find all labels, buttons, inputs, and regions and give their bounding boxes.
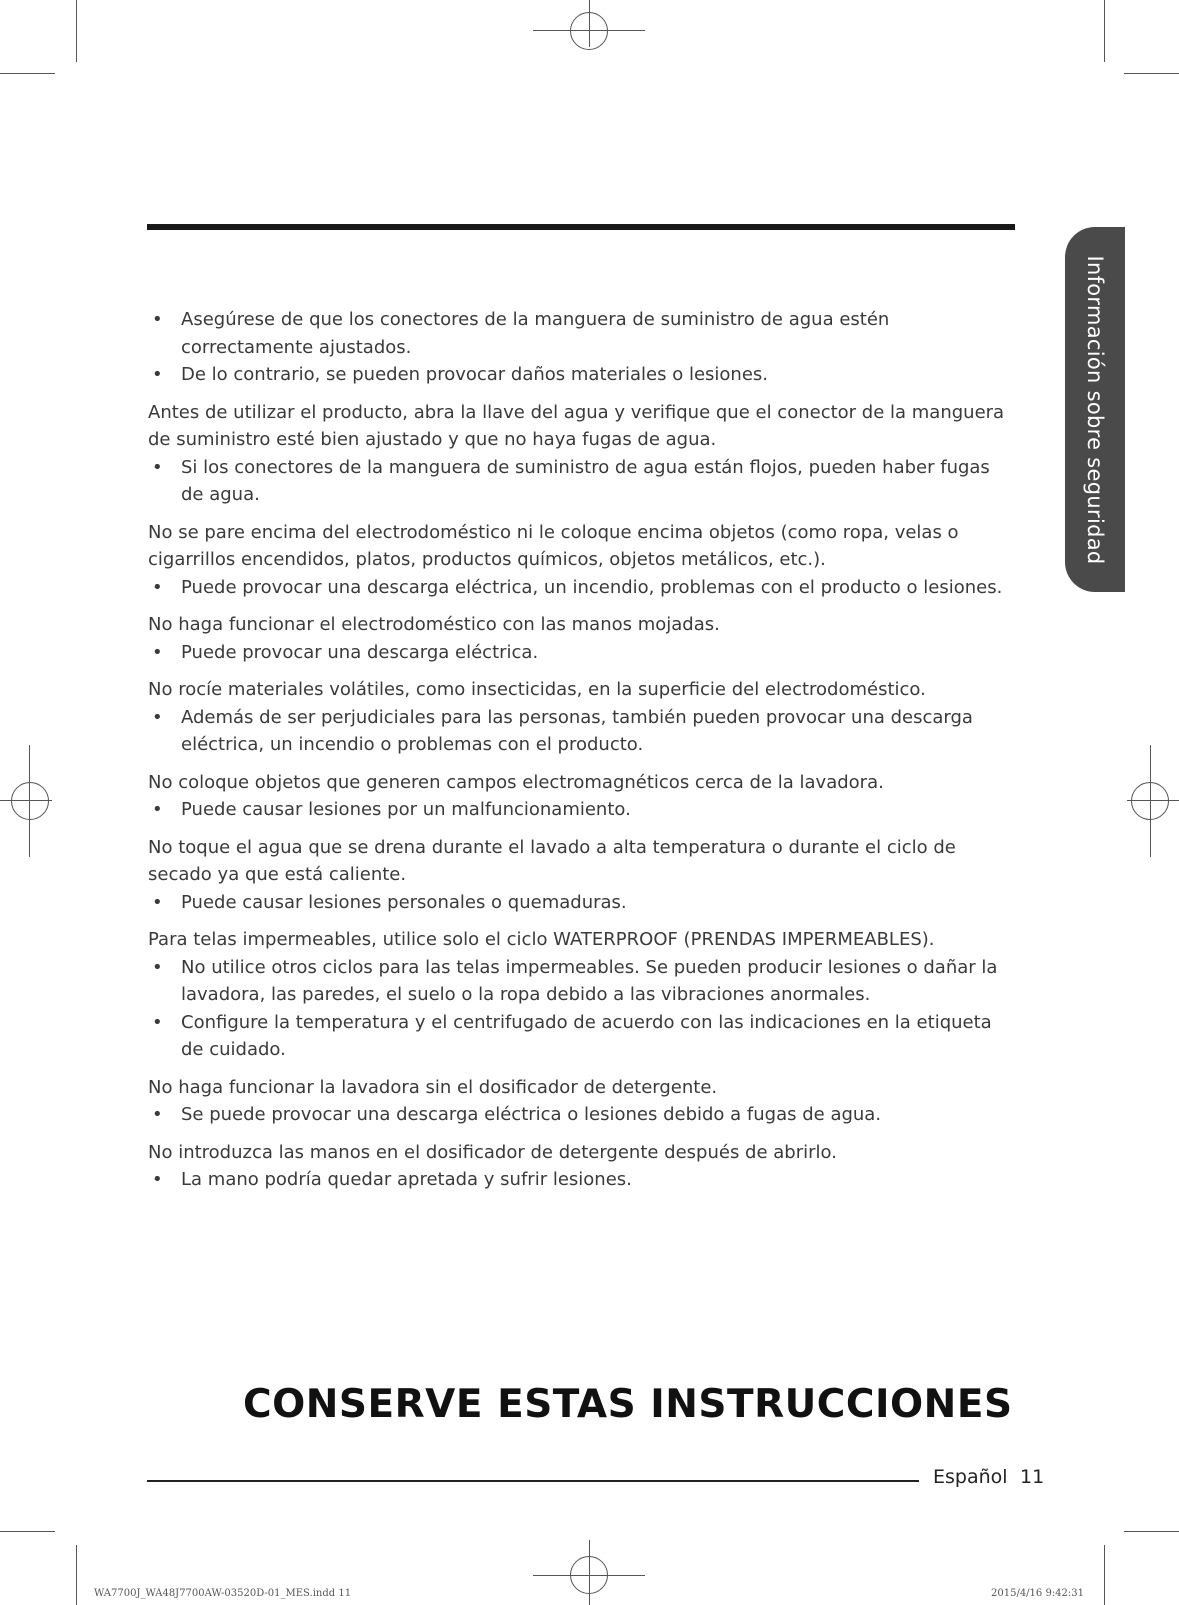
bullet-dot: • [152,641,163,663]
instruction-lead: No toque el agua que se drena durante el lavado a alta temperatura o durante el ciclo de secado ya que está caliente. [148,836,956,885]
bullet-text: Se puede provocar una descarga eléctrica o lesiones debido a fugas de agua. [181,1104,882,1125]
crop-mark [1104,1545,1105,1605]
bullet-item [148,306,1018,361]
bullet-dot: • [152,1104,163,1125]
instruction-lead: No haga funcionar el electrodoméstico con las manos mojadas. [148,614,720,635]
bullet-dot: • [152,706,163,728]
bullet-text: Puede causar lesiones personales o quemaduras. [181,891,627,913]
bullet-dot: • [152,456,163,478]
registration-mark [11,782,49,820]
bullet-item [148,1101,1018,1129]
footer-language: Español [933,1466,1008,1488]
bullet-text: Puede provocar una descarga eléctrica. [181,641,539,663]
bullet-item [148,1166,1018,1194]
instruction-lead: No haga funcionar la lavadora sin el dosificador de detergente. [148,1076,718,1098]
bullet-dot: • [152,956,163,978]
instruction-lead: No introduzca las manos en el dosificador de detergente después de abrirlo. [148,1141,837,1163]
section-side-tab-label: Información sobre seguridad [1083,254,1107,565]
bullet-dot: • [152,1169,163,1190]
bullet-item [148,639,1018,667]
registration-mark [570,12,608,50]
slug-timestamp: 2015/4/16 9:42:31 [991,1588,1085,1599]
slug-file-name: WA7700J_WA48J7700AW-03520D-01_MES.indd 11 [94,1588,352,1599]
crop-mark [0,73,55,74]
instruction-lead: Antes de utilizar el producto, abra la llave del agua y verifique que el conector de la manguera de suministro esté bien ajustado y que no haya fugas de agua. [148,401,1005,450]
crop-mark [76,0,77,62]
bullet-item [148,574,1018,602]
crop-mark [1124,1531,1179,1532]
registration-mark [1131,782,1169,820]
footer-rule [147,1480,919,1482]
closing-title: CONSERVE ESTAS INSTRUCCIONES [243,1382,1013,1427]
section-side-tab [1065,227,1125,592]
bullet-dot: • [152,1011,163,1033]
bullet-item [148,954,1018,1009]
bullet-item [148,1009,1018,1064]
bullet-text: De lo contrario, se pueden provocar daños materiales o lesiones. [181,364,768,385]
bullet-item [148,704,1018,759]
bullet-text: Asegúrese de que los conectores de la manguera de suministro de agua estén correctamente ajustados. [181,309,890,358]
bullet-dot: • [152,891,163,913]
bullet-text: Además de ser perjudiciales para las personas, también pueden provocar una descarga eléctrica, un incendio o problemas con el producto. [181,706,973,755]
bullet-item [148,889,1018,917]
bullet-dot: • [152,364,163,385]
instruction-lead: No se pare encima del electrodoméstico ni le coloque encima objetos (como ropa, velas o cigarrillos encendidos, platos, productos químicos, objetos metálicos, etc.). [148,521,959,570]
bullet-text: Configure la temperatura y el centrifugado de acuerdo con las indicaciones en la etiqueta de cuidado. [181,1011,992,1060]
instruction-lead: No rocíe materiales volátiles, como insecticidas, en la superficie del electrodoméstico. [148,679,926,700]
crop-mark [1124,73,1179,74]
bullet-dot: • [152,799,163,820]
bullet-text: No utilice otros ciclos para las telas impermeables. Se pueden producir lesiones o dañar la lavadora, las paredes, el suelo o la ropa debido a las vibraciones anormales. [181,956,998,1005]
bullet-text: Si los conectores de la manguera de suministro de agua están flojos, pueden haber fugas de agua. [181,456,990,505]
bullet-item [148,454,1018,509]
bullet-text: La mano podría quedar apretada y sufrir lesiones. [181,1169,632,1190]
instruction-lead: Para telas impermeables, utilice solo el ciclo WATERPROOF (PRENDAS IMPERMEABLES). [148,929,935,950]
bullet-text: Puede provocar una descarga eléctrica, un incendio, problemas con el producto o lesiones. [181,576,1003,598]
bullet-dot: • [152,576,163,598]
bullet-item [148,361,1018,389]
instruction-lead: No coloque objetos que generen campos electromagnéticos cerca de la lavadora. [148,771,884,793]
crop-mark [0,1531,55,1532]
bullet-dot: • [152,309,163,330]
registration-mark [570,1556,608,1594]
crop-mark [76,1545,77,1605]
page-number: 11 [1020,1466,1045,1488]
bullet-text: Puede causar lesiones por un malfuncionamiento. [181,799,631,820]
crop-mark [1104,0,1105,62]
header-rule [147,224,1015,230]
safety-instructions-body [148,306,1018,1194]
bullet-item [148,796,1018,824]
